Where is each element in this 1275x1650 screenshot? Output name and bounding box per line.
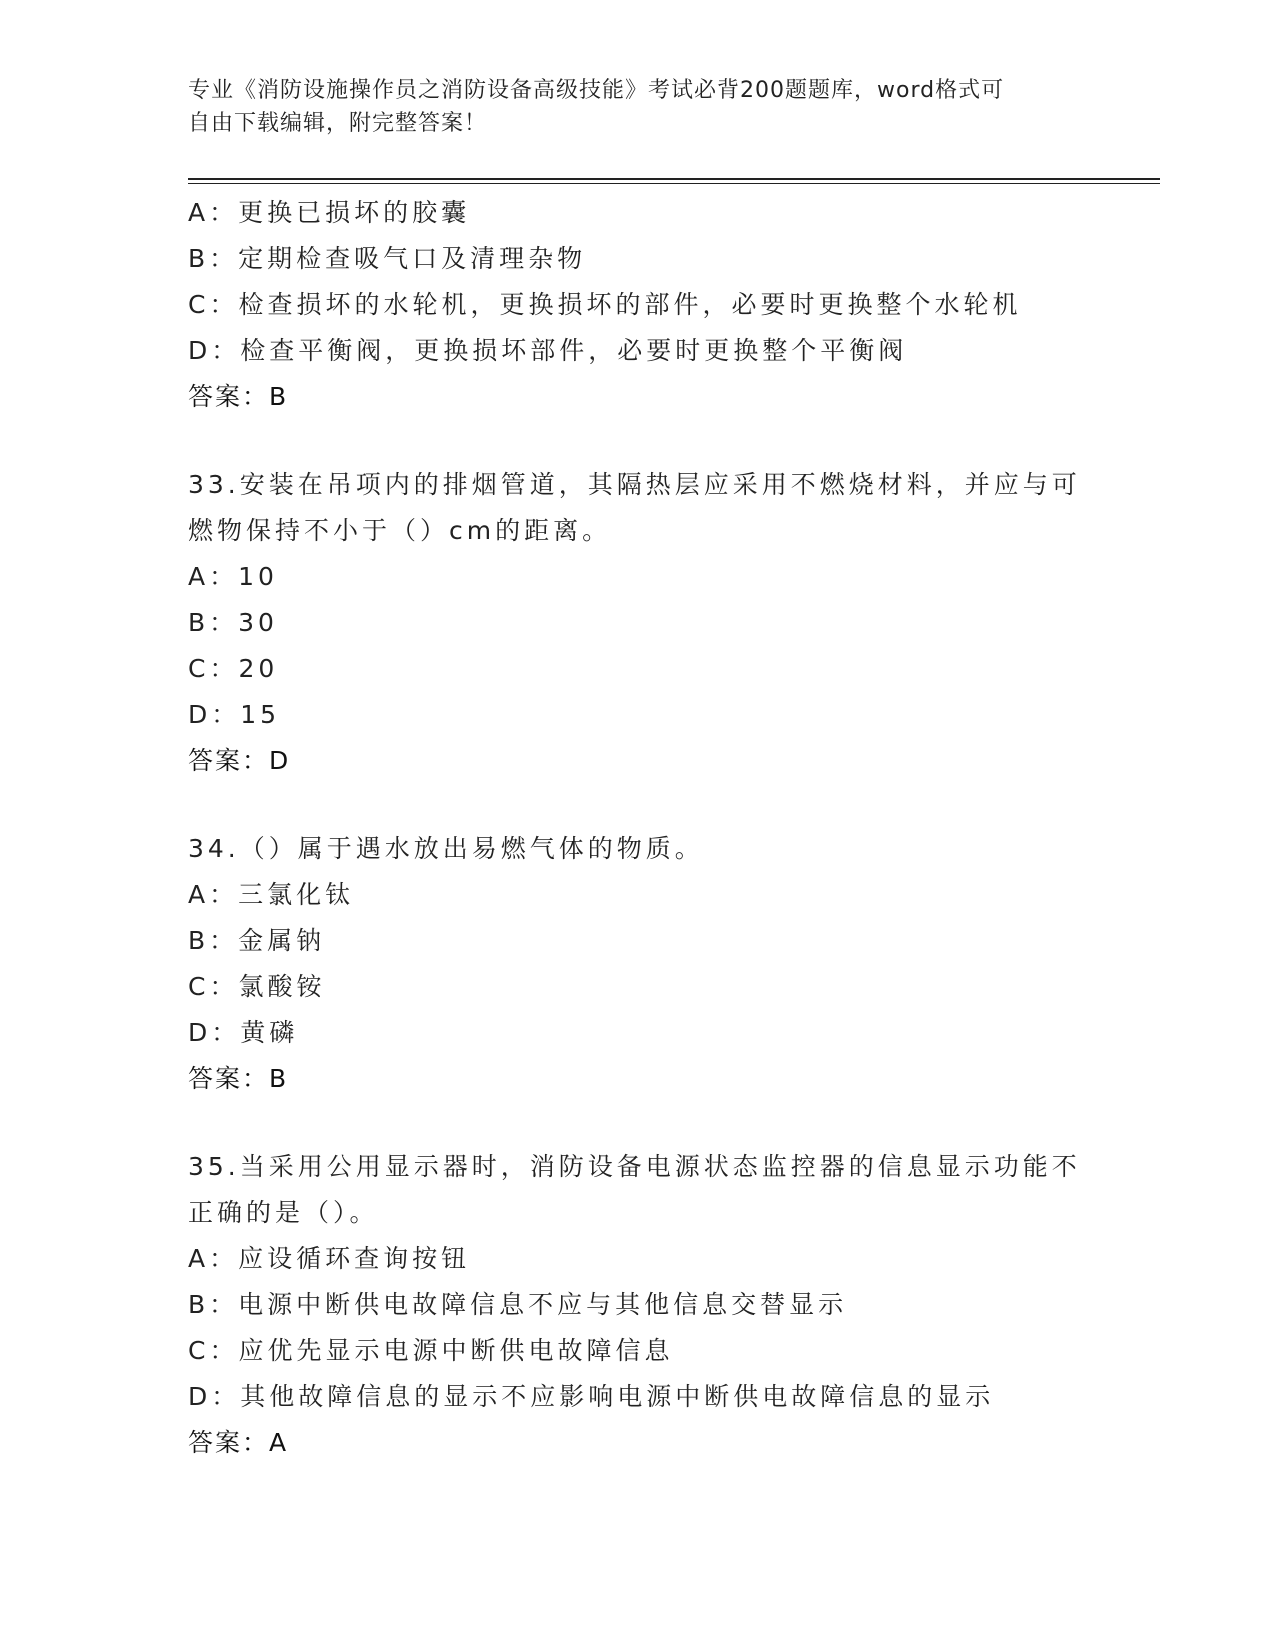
option-b: B：定期检查吸气口及清理杂物 <box>188 244 587 273</box>
option-d: D：其他故障信息的显示不应影响电源中断供电故障信息的显示 <box>188 1382 995 1411</box>
question-text-continued: 正确的是（）。 <box>188 1198 379 1227</box>
question-35 <box>188 1144 1088 1466</box>
question-text: 34.（）属于遇水放出易燃气体的物质。 <box>188 834 704 863</box>
question-32-continued <box>188 190 1088 420</box>
answer-line: 答案：A <box>188 1428 289 1457</box>
header-rule-thin <box>188 183 1160 184</box>
answer-line: 答案：B <box>188 382 289 411</box>
question-text: 35.当采用公用显示器时，消防设备电源状态监控器的信息显示功能不 <box>188 1152 1081 1181</box>
question-text-continued: 燃物保持不小于（）cm的距离。 <box>188 516 612 545</box>
option-b: B：电源中断供电故障信息不应与其他信息交替显示 <box>188 1290 848 1319</box>
answer-line: 答案：B <box>188 1064 289 1093</box>
spacer <box>188 1102 1088 1144</box>
answer-line: 答案：D <box>188 746 291 775</box>
option-a: A：10 <box>188 562 278 591</box>
header-line-2: 自由下载编辑，附完整答案！ <box>188 111 488 136</box>
option-b: B：金属钠 <box>188 926 326 955</box>
option-b: B：30 <box>188 608 278 637</box>
option-a: A：应设循环查询按钮 <box>188 1244 471 1273</box>
option-d: D：15 <box>188 700 281 729</box>
question-34 <box>188 826 1088 1102</box>
option-a: A：更换已损坏的胶囊 <box>188 198 471 227</box>
question-33 <box>188 462 1088 784</box>
spacer <box>188 420 1088 462</box>
option-c: C：20 <box>188 654 279 683</box>
option-c: C：氯酸铵 <box>188 972 326 1001</box>
option-c: C：应优先显示电源中断供电故障信息 <box>188 1336 674 1365</box>
question-text: 33.安装在吊项内的排烟管道，其隔热层应采用不燃烧材料，并应与可 <box>188 470 1081 499</box>
option-d: D：检查平衡阀，更换损坏部件，必要时更换整个平衡阀 <box>188 336 908 365</box>
document-header <box>188 74 1088 140</box>
option-c: C：检查损坏的水轮机，更换损坏的部件，必要时更换整个水轮机 <box>188 290 1022 319</box>
header-rule-thick <box>188 178 1160 180</box>
header-line-1: 专业《消防设施操作员之消防设备高级技能》考试必背200题题库，word格式可 <box>188 78 1005 103</box>
option-d: D：黄磷 <box>188 1018 299 1047</box>
question-list <box>188 190 1088 1466</box>
option-a: A：三氯化钛 <box>188 880 355 909</box>
spacer <box>188 784 1088 826</box>
